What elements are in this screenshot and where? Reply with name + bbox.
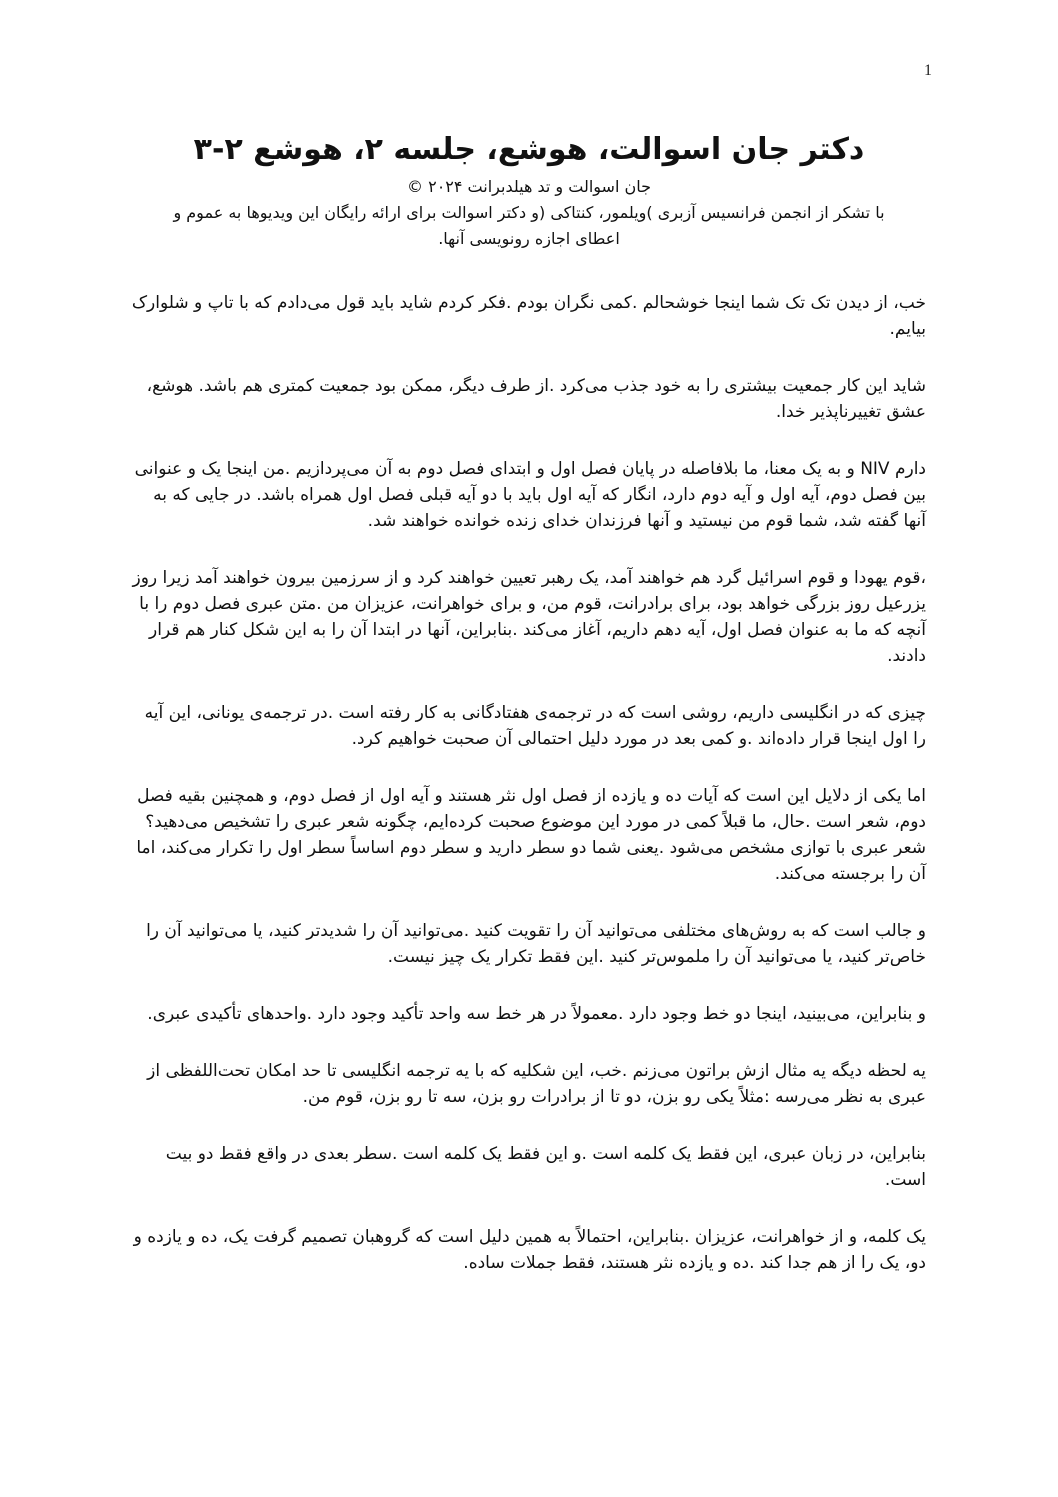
paragraph: یک کلمه، و از خواهرانت، عزیزان .بنابراین، احتمالاً به همین دلیل است که گروهبان تصمیم گرفت یک، ده و یازده و دو، یک را از هم جدا کند .ده و یازده نثر هستند، فقط جملات ساده. [133,1227,926,1273]
paragraph: اما یکی از دلایل این است که آیات ده و یازده از فصل اول نثر هستند و آیه اول از فصل دوم، و همچنین بقیه فصل دوم، شعر است .حال، ما قبلاً کمی در مورد این موضوع صحبت کرده‌ایم، چگونه شعر عبری را تشخیص می‌دهید؟ شعر عبری با توازی مشخص می‌شود .یعنی شما دو سطر دارید و سطر دوم اساساً سطر اول را تکرار می‌کند، اما آن را برجسته می‌کند. [136,786,926,884]
paragraph: شاید این کار جمعیت بیشتری را به خود جذب می‌کرد .از طرف دیگر، ممکن بود جمعیت کمتری هم باشد. هوشع، عشق تغییرناپذیر خدا. [146,376,926,422]
paragraph: چیزی که در انگلیسی داریم، روشی است که در ترجمه‌ی هفتادگانی به کار رفته است .در ترجمه‌ی یونانی، این آیه را اول اینجا قرار داده‌اند .و کمی بعد در مورد دلیل احتمالی آن صحبت خواهیم کرد. [144,703,926,749]
acknowledgement: با تشکر از انجمن فرانسیس آزبری )ویلمور، کنتاکی (و دکتر اسوالت برای ارائه رایگان این ویدیوها به عموم و اعطای اجازه رونویسی آنها. [173,203,885,248]
copyright-line: جان اسوالت و تد هیلدبرانت ۲۰۲۴ © [407,177,651,196]
paragraph: بنابراین، در زبان عبری، این فقط یک کلمه است .و این فقط یک کلمه است .سطر بعدی در واقع فقط دو بیت است. [165,1144,926,1190]
document-header [120,126,938,252]
paragraph: و جالب است که به روش‌های مختلفی می‌توانید آن را تقویت کنید .می‌توانید آن را شدیدتر کنید، یا می‌توانید آن را خاص‌تر کنید، یا می‌توانید آن را ملموس‌تر کنید .این فقط تکرار یک چیز نیست. [146,921,926,967]
paragraph: ،قوم یهودا و قوم اسرائیل گرد هم خواهند آمد، یک رهبر تعیین خواهند کرد و از سرزمین بیرون خواهند آمد زیرا روز یزرعیل روز بزرگی خواهد بود، برای برادرانت، قوم من، و برای خواهرانت، عزیزان من .متن عبری فصل دوم را با آنچه که ما به عنوان فصل اول، آیه دهم داریم، آغاز می‌کند .بنابراین، آنها در ابتدا آن را به این شکل کنار هم قرار دادند. [132,568,926,666]
paragraph: دارم NIV و به یک معنا، ما بلافاصله در پایان فصل اول و ابتدای فصل دوم به آن می‌پردازیم .من اینجا یک و عنوانی بین فصل دوم، آیه اول و آیه دوم دارد، انگار که آیه اول باید با دو آیه قبلی فصل اول همراه باشد. در جایی که به آنها گفته شد، شما قوم من نیستید و آنها فرزندان خدای زنده خوانده خواهند شد. [134,459,926,531]
document-body [128,290,926,1307]
paragraph: و بنابراین، می‌بینید، اینجا دو خط وجود دارد .معمولاً در هر خط سه واحد تأکید وجود دارد .واحدهای تأکیدی عبری. [147,1004,926,1024]
paragraph: خب، از دیدن تک تک شما اینجا خوشحالم .کمی نگران بودم .فکر کردم شاید باید قول می‌دادم که با تاپ و شلوارک بیایم. [131,293,926,339]
document-title: دکتر جان اسوالت، هوشع، جلسه ۲، هوشع ۲-۳ [193,132,865,167]
page-number: 1 [924,62,932,79]
paragraph: یه لحظه دیگه یه مثال ازش براتون می‌زنم .خب، این شکلیه که با یه ترجمه انگلیسی تا حد امکان تحت‌اللفظی از عبری به نظر می‌رسه :مثلاً یکی رو بزن، دو تا از برادرات رو بزن، سه تا رو بزن، قوم من. [147,1061,926,1107]
